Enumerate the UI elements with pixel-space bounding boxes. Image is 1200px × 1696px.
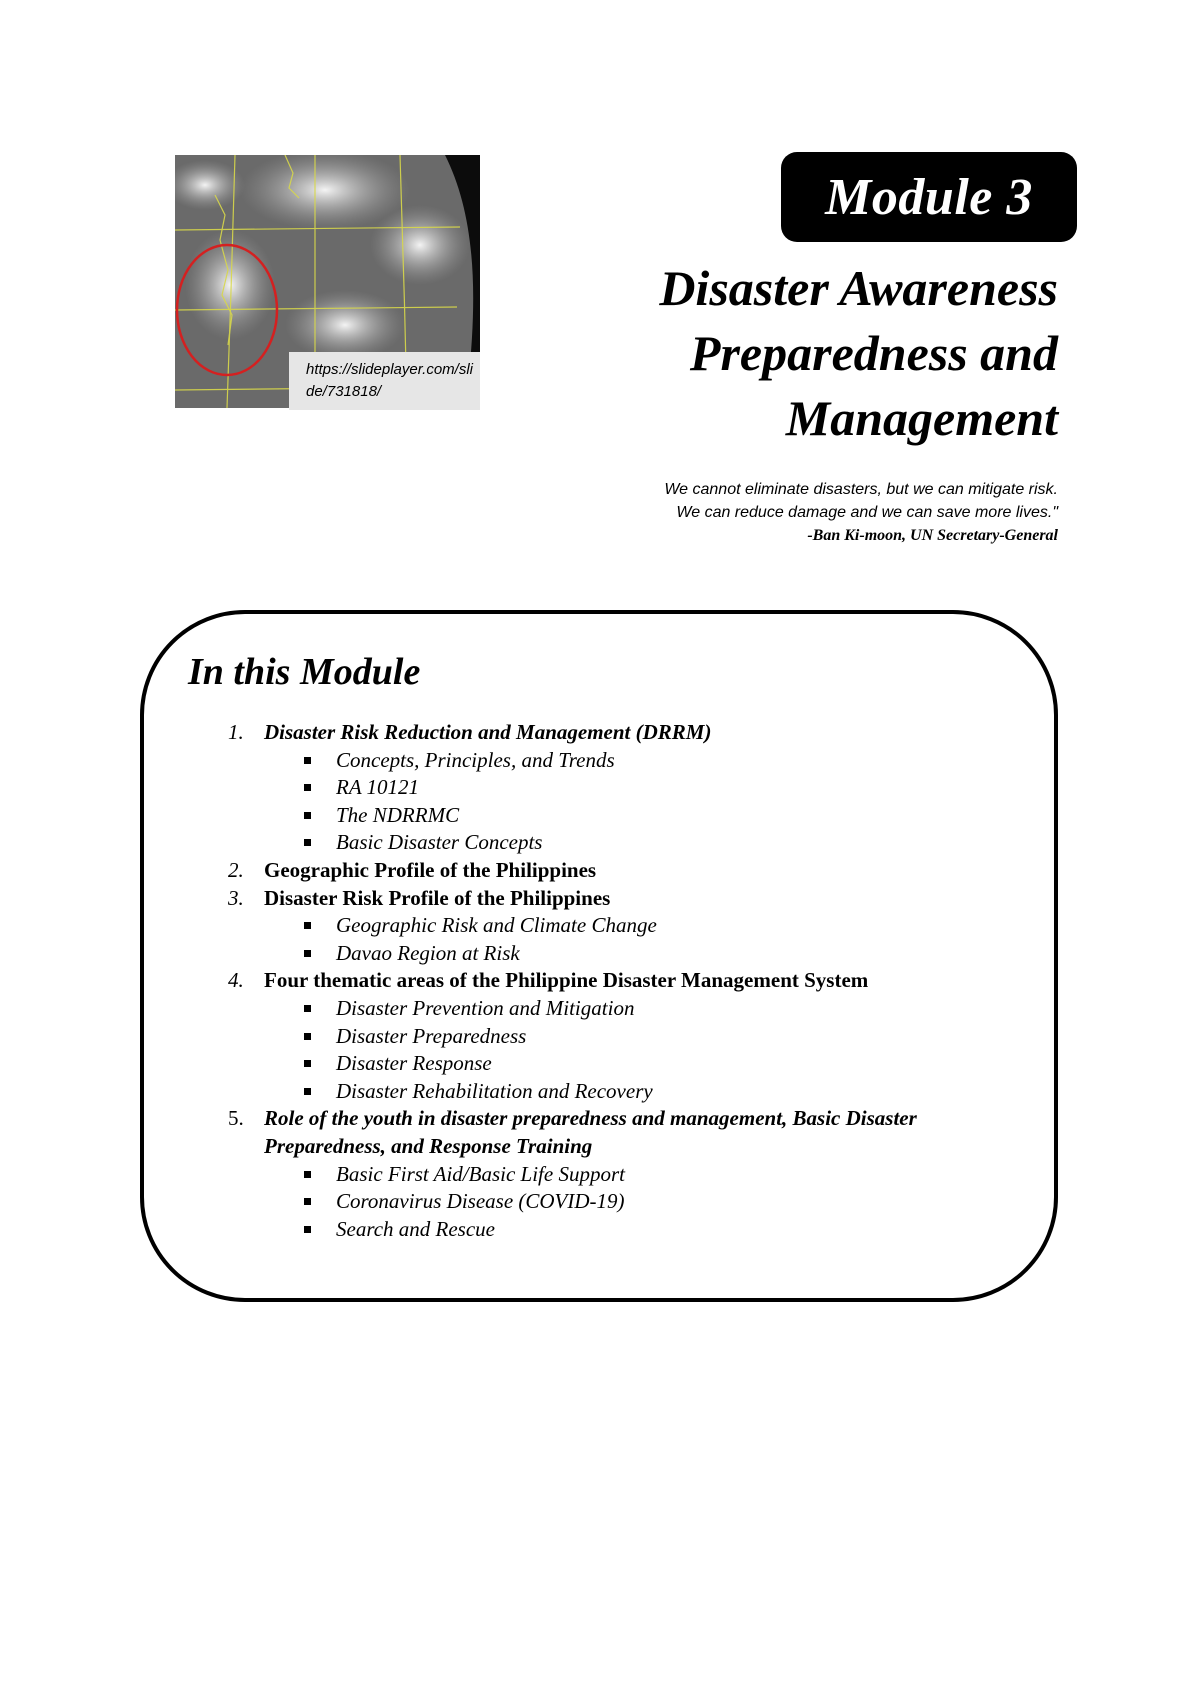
sub-item: Disaster Prevention and Mitigation — [264, 995, 988, 1023]
sub-item: Search and Rescue — [264, 1216, 988, 1244]
item-number: 2. — [228, 857, 244, 882]
sub-item: Coronavirus Disease (COVID-19) — [264, 1188, 988, 1216]
quote-author: -Ban Ki-moon, UN Secretary-General — [807, 527, 1058, 544]
module-title-line: Management — [785, 390, 1058, 446]
list-item — [228, 967, 988, 1105]
module-number-badge: Module 3 — [781, 152, 1077, 242]
image-source-caption: https://slideplayer.com/slide/731818/ — [289, 352, 480, 410]
sub-item: Disaster Response — [264, 1050, 988, 1078]
quote-line: We cannot eliminate disasters, but we can mitigate risk. — [664, 481, 1058, 498]
sub-list — [264, 747, 988, 857]
quote-line: We can reduce damage and we can save more lives." — [676, 504, 1058, 521]
item-title: Disaster Risk Profile of the Philippines — [264, 885, 611, 910]
sub-item: Davao Region at Risk — [264, 940, 988, 968]
sub-item: Geographic Risk and Climate Change — [264, 912, 988, 940]
sub-list — [264, 912, 988, 967]
sub-item: Disaster Rehabilitation and Recovery — [264, 1078, 988, 1106]
item-number: 3. — [228, 885, 244, 910]
sub-list — [264, 995, 988, 1105]
epigraph-quote — [498, 478, 1058, 547]
list-item — [228, 719, 988, 857]
sub-item: Basic First Aid/Basic Life Support — [264, 1161, 988, 1189]
item-number: 5. — [228, 1106, 244, 1131]
item-title: Geographic Profile of the Philippines — [264, 857, 597, 882]
list-item — [228, 1105, 988, 1243]
list-item — [228, 857, 988, 885]
item-title: Role of the youth in disaster preparedness and management, Basic Disaster Preparedness, and Response Training — [264, 1106, 917, 1158]
sub-item: Basic Disaster Concepts — [264, 829, 988, 857]
module-title — [498, 256, 1058, 451]
sub-item: The NDRRMC — [264, 802, 988, 830]
module-title-line: Preparedness and — [689, 325, 1058, 381]
module-contents-list — [228, 719, 988, 1243]
item-title: Four thematic areas of the Philippine Disaster Management System — [264, 968, 869, 993]
sub-list — [264, 1161, 988, 1244]
item-number: 1. — [228, 720, 244, 744]
module-title-line: Disaster Awareness — [659, 260, 1058, 316]
sub-item: Concepts, Principles, and Trends — [264, 747, 988, 775]
sub-item: RA 10121 — [264, 774, 988, 802]
item-title: Disaster Risk Reduction and Management (DRRM) — [264, 720, 712, 744]
sub-item: Disaster Preparedness — [264, 1023, 988, 1051]
module-contents-heading: In this Module — [188, 651, 421, 693]
item-number: 4. — [228, 968, 244, 993]
list-item — [228, 885, 988, 968]
